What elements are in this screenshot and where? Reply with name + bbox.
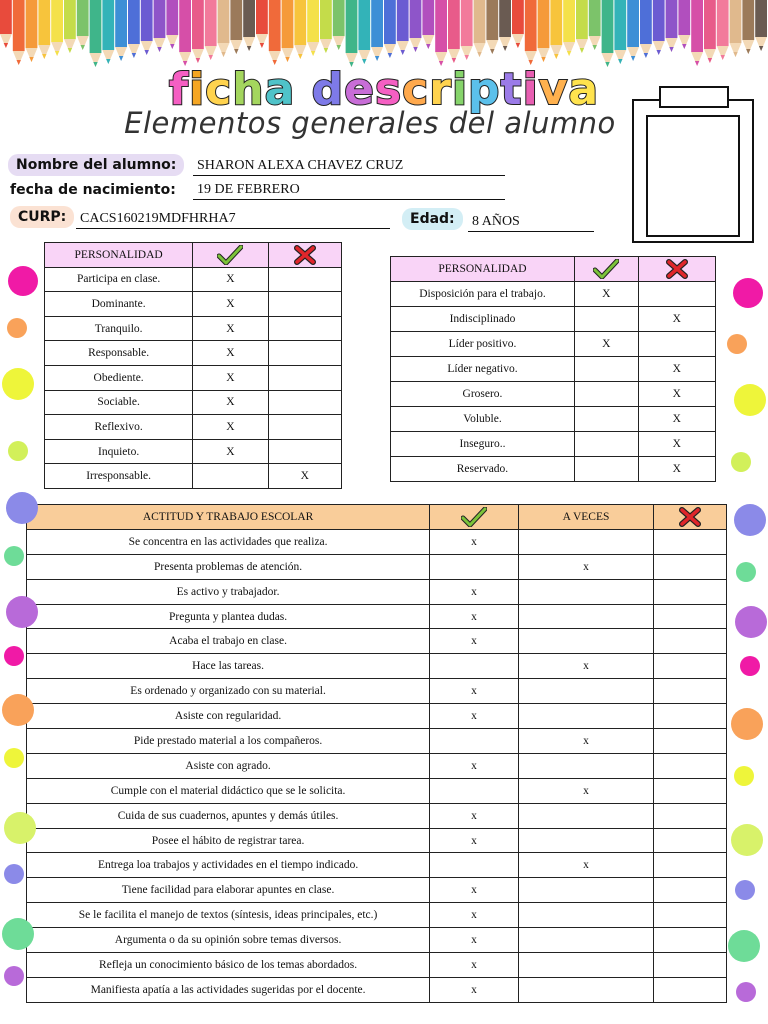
cell-no xyxy=(268,390,341,415)
cell-no: X xyxy=(268,464,341,489)
table-row xyxy=(27,554,727,579)
cell-yes xyxy=(430,554,519,579)
cell-sometimes xyxy=(518,903,653,928)
decorative-dot xyxy=(734,504,766,536)
personality-table-left xyxy=(44,242,342,489)
table-row xyxy=(45,292,342,317)
table-row xyxy=(27,604,727,629)
table-row xyxy=(27,878,727,903)
table-row xyxy=(391,407,716,432)
cell-yes: X xyxy=(574,332,638,357)
cell-sometimes xyxy=(518,878,653,903)
table-row xyxy=(27,953,727,978)
table-row xyxy=(391,432,716,457)
cell-no xyxy=(268,341,341,366)
table-row xyxy=(391,282,716,307)
cell-yes: X xyxy=(193,316,268,341)
attitude-header: ACTITUD Y TRABAJO ESCOLAR xyxy=(27,505,430,530)
decorative-dot xyxy=(736,562,756,582)
cell-no xyxy=(268,267,341,292)
row-label: Acaba el trabajo en clase. xyxy=(27,629,430,654)
decorative-dot xyxy=(8,441,28,461)
row-label: Reflexivo. xyxy=(45,415,193,440)
table-row xyxy=(45,415,342,440)
birth-label: fecha de nacimiento: xyxy=(2,179,184,201)
row-label: Grosero. xyxy=(391,382,575,407)
table-row xyxy=(27,977,727,1002)
row-label: Asiste con agrado. xyxy=(27,753,430,778)
decorative-dot xyxy=(4,646,24,666)
cell-sometimes xyxy=(518,803,653,828)
cell-no xyxy=(268,316,341,341)
personality-table-right xyxy=(390,256,716,482)
cell-yes: x xyxy=(430,953,519,978)
cell-no xyxy=(268,292,341,317)
decorative-dot xyxy=(731,824,763,856)
cross-icon xyxy=(268,243,341,268)
cell-no xyxy=(654,529,727,554)
personality-header: PERSONALIDAD xyxy=(45,243,193,268)
cell-yes: X xyxy=(193,439,268,464)
table-row xyxy=(27,753,727,778)
cell-sometimes xyxy=(518,977,653,1002)
decorative-dot xyxy=(734,766,754,786)
attitude-table xyxy=(26,504,727,1003)
photo-frame-icon xyxy=(632,99,754,243)
cell-yes: x xyxy=(430,604,519,629)
decorative-dot xyxy=(4,864,24,884)
cell-yes xyxy=(574,457,638,482)
cell-yes: x xyxy=(430,878,519,903)
cell-no xyxy=(268,365,341,390)
table-row xyxy=(27,803,727,828)
table-row xyxy=(45,464,342,489)
table-row xyxy=(45,267,342,292)
cell-no xyxy=(654,903,727,928)
cell-yes: x xyxy=(430,977,519,1002)
cell-sometimes xyxy=(518,753,653,778)
check-icon xyxy=(574,257,638,282)
decorative-dot xyxy=(736,982,756,1002)
check-icon xyxy=(430,505,519,530)
cell-no xyxy=(654,729,727,754)
cell-yes xyxy=(430,654,519,679)
cell-no xyxy=(654,579,727,604)
table-row xyxy=(391,382,716,407)
cell-no xyxy=(654,803,727,828)
decorative-dot xyxy=(6,596,38,628)
row-label: Líder negativo. xyxy=(391,357,575,382)
decorative-dot xyxy=(4,748,24,768)
cell-sometimes xyxy=(518,604,653,629)
birth-value: 19 DE FEBRERO xyxy=(193,181,505,200)
cell-sometimes xyxy=(518,529,653,554)
table-row xyxy=(45,316,342,341)
cell-yes: x xyxy=(430,928,519,953)
cell-yes: x xyxy=(430,579,519,604)
cell-yes: X xyxy=(193,292,268,317)
row-label: Se concentra en las actividades que realiza. xyxy=(27,529,430,554)
row-label: Indisciplinado xyxy=(391,307,575,332)
curp-label: CURP: xyxy=(10,206,74,228)
decorative-dot xyxy=(735,606,767,638)
table-row xyxy=(27,903,727,928)
cell-yes: X xyxy=(193,341,268,366)
cell-no xyxy=(654,654,727,679)
cell-no: X xyxy=(638,407,715,432)
row-label: Responsable. xyxy=(45,341,193,366)
tape-icon xyxy=(659,86,729,108)
decorative-dot xyxy=(2,368,34,400)
cell-yes: x xyxy=(430,704,519,729)
decorative-dot xyxy=(731,452,751,472)
cell-yes: x xyxy=(430,629,519,654)
cell-no: X xyxy=(638,382,715,407)
table-row xyxy=(27,704,727,729)
cell-no xyxy=(268,439,341,464)
cell-yes: x xyxy=(430,828,519,853)
cell-sometimes: x xyxy=(518,654,653,679)
cell-sometimes xyxy=(518,629,653,654)
decorative-dot xyxy=(8,266,38,296)
decorative-dot xyxy=(728,930,760,962)
cell-no xyxy=(654,977,727,1002)
cell-no xyxy=(654,853,727,878)
table-row xyxy=(27,654,727,679)
table-row xyxy=(45,365,342,390)
sometimes-header: A VECES xyxy=(518,505,653,530)
age-value: 8 AÑOS xyxy=(468,213,594,232)
row-label: Reservado. xyxy=(391,457,575,482)
cell-sometimes xyxy=(518,828,653,853)
decorative-dot xyxy=(4,966,24,986)
cross-icon xyxy=(654,505,727,530)
table-row xyxy=(27,579,727,604)
cell-no: X xyxy=(638,432,715,457)
cell-no xyxy=(654,928,727,953)
decorative-dot xyxy=(6,492,38,524)
cell-yes: x xyxy=(430,803,519,828)
name-label: Nombre del alumno: xyxy=(8,154,184,176)
cell-no xyxy=(654,953,727,978)
cell-yes: x xyxy=(430,679,519,704)
cell-sometimes xyxy=(518,953,653,978)
cell-yes: X xyxy=(574,282,638,307)
decorative-dot xyxy=(731,708,763,740)
row-label: Disposición para el trabajo. xyxy=(391,282,575,307)
cell-sometimes xyxy=(518,579,653,604)
cell-no: X xyxy=(638,307,715,332)
decorative-dot xyxy=(7,318,27,338)
cell-no xyxy=(654,604,727,629)
personality-header: PERSONALIDAD xyxy=(391,257,575,282)
cell-yes: x xyxy=(430,753,519,778)
cell-no xyxy=(268,415,341,440)
cell-yes: x xyxy=(430,903,519,928)
row-label: Pregunta y plantea dudas. xyxy=(27,604,430,629)
cell-sometimes xyxy=(518,679,653,704)
cell-no xyxy=(638,282,715,307)
cell-sometimes: x xyxy=(518,853,653,878)
cell-no xyxy=(654,704,727,729)
row-label: Tranquilo. xyxy=(45,316,193,341)
cell-no xyxy=(654,753,727,778)
cell-no xyxy=(654,878,727,903)
row-label: Líder positivo. xyxy=(391,332,575,357)
cell-sometimes xyxy=(518,928,653,953)
table-row xyxy=(391,332,716,357)
cell-yes: X xyxy=(193,390,268,415)
table-row xyxy=(27,928,727,953)
check-icon xyxy=(193,243,268,268)
row-label: Participa en clase. xyxy=(45,267,193,292)
table-row xyxy=(391,357,716,382)
decorative-dot xyxy=(740,656,760,676)
row-label: Argumenta o da su opinión sobre temas diversos. xyxy=(27,928,430,953)
table-row xyxy=(391,457,716,482)
row-label: Posee el hábito de registrar tarea. xyxy=(27,828,430,853)
name-value: SHARON ALEXA CHAVEZ CRUZ xyxy=(193,157,505,176)
table-row xyxy=(45,390,342,415)
row-label: Cumple con el material didáctico que se le solicita. xyxy=(27,778,430,803)
table-row xyxy=(45,341,342,366)
cell-sometimes: x xyxy=(518,778,653,803)
cell-yes xyxy=(430,778,519,803)
decorative-dot xyxy=(733,278,763,308)
table-row xyxy=(27,853,727,878)
row-label: Entrega loa trabajos y actividades en el tiempo indicado. xyxy=(27,853,430,878)
decorative-dot xyxy=(2,918,34,950)
age-label: Edad: xyxy=(402,208,463,230)
decorative-dot xyxy=(2,694,34,726)
cell-sometimes: x xyxy=(518,729,653,754)
table-row xyxy=(27,778,727,803)
cell-yes xyxy=(430,729,519,754)
cell-yes: X xyxy=(193,267,268,292)
cell-yes xyxy=(430,853,519,878)
cell-yes xyxy=(574,357,638,382)
row-label: Manifiesta apatía a las actividades sugeridas por el docente. xyxy=(27,977,430,1002)
table-row xyxy=(391,307,716,332)
decorative-dot xyxy=(4,812,36,844)
cell-yes xyxy=(574,382,638,407)
decorative-dot xyxy=(734,384,766,416)
cell-yes: X xyxy=(193,415,268,440)
row-label: Es ordenado y organizado con su material. xyxy=(27,679,430,704)
row-label: Dominante. xyxy=(45,292,193,317)
cell-yes: X xyxy=(193,365,268,390)
cell-yes xyxy=(574,407,638,432)
cell-no xyxy=(654,828,727,853)
curp-value: CACS160219MDFHRHA7 xyxy=(76,210,390,229)
table-row xyxy=(27,729,727,754)
decorative-dot xyxy=(4,546,24,566)
cell-yes xyxy=(193,464,268,489)
row-label: Se le facilita el manejo de textos (síntesis, ideas principales, etc.) xyxy=(27,903,430,928)
row-label: Refleja un conocimiento básico de los temas abordados. xyxy=(27,953,430,978)
cell-no xyxy=(654,679,727,704)
row-label: Obediente. xyxy=(45,365,193,390)
row-label: Hace las tareas. xyxy=(27,654,430,679)
table-row xyxy=(27,529,727,554)
row-label: Es activo y trabajador. xyxy=(27,579,430,604)
row-label: Asiste con regularidad. xyxy=(27,704,430,729)
cell-no: X xyxy=(638,457,715,482)
decorative-dot xyxy=(727,334,747,354)
cell-no xyxy=(654,554,727,579)
cell-sometimes: x xyxy=(518,554,653,579)
cross-icon xyxy=(638,257,715,282)
table-row xyxy=(27,679,727,704)
row-label: Tiene facilidad para elaborar apuntes en clase. xyxy=(27,878,430,903)
row-label: Inquieto. xyxy=(45,439,193,464)
cell-no xyxy=(654,629,727,654)
page-subtitle: Elementos generales del alumno xyxy=(124,106,616,140)
row-label: Inseguro.. xyxy=(391,432,575,457)
photo-placeholder xyxy=(646,115,740,237)
cell-no xyxy=(638,332,715,357)
cell-sometimes xyxy=(518,704,653,729)
svg-text:ficha descriptiva: ficha descriptiva xyxy=(168,64,600,114)
table-row xyxy=(27,629,727,654)
row-label: Irresponsable. xyxy=(45,464,193,489)
cell-yes xyxy=(574,432,638,457)
decorative-dot xyxy=(735,880,755,900)
cell-no: X xyxy=(638,357,715,382)
cell-no xyxy=(654,778,727,803)
row-label: Voluble. xyxy=(391,407,575,432)
row-label: Cuida de sus cuadernos, apuntes y demás útiles. xyxy=(27,803,430,828)
row-label: Sociable. xyxy=(45,390,193,415)
row-label: Presenta problemas de atención. xyxy=(27,554,430,579)
cell-yes: x xyxy=(430,529,519,554)
row-label: Pide prestado material a los compañeros. xyxy=(27,729,430,754)
table-row xyxy=(45,439,342,464)
table-row xyxy=(27,828,727,853)
cell-yes xyxy=(574,307,638,332)
